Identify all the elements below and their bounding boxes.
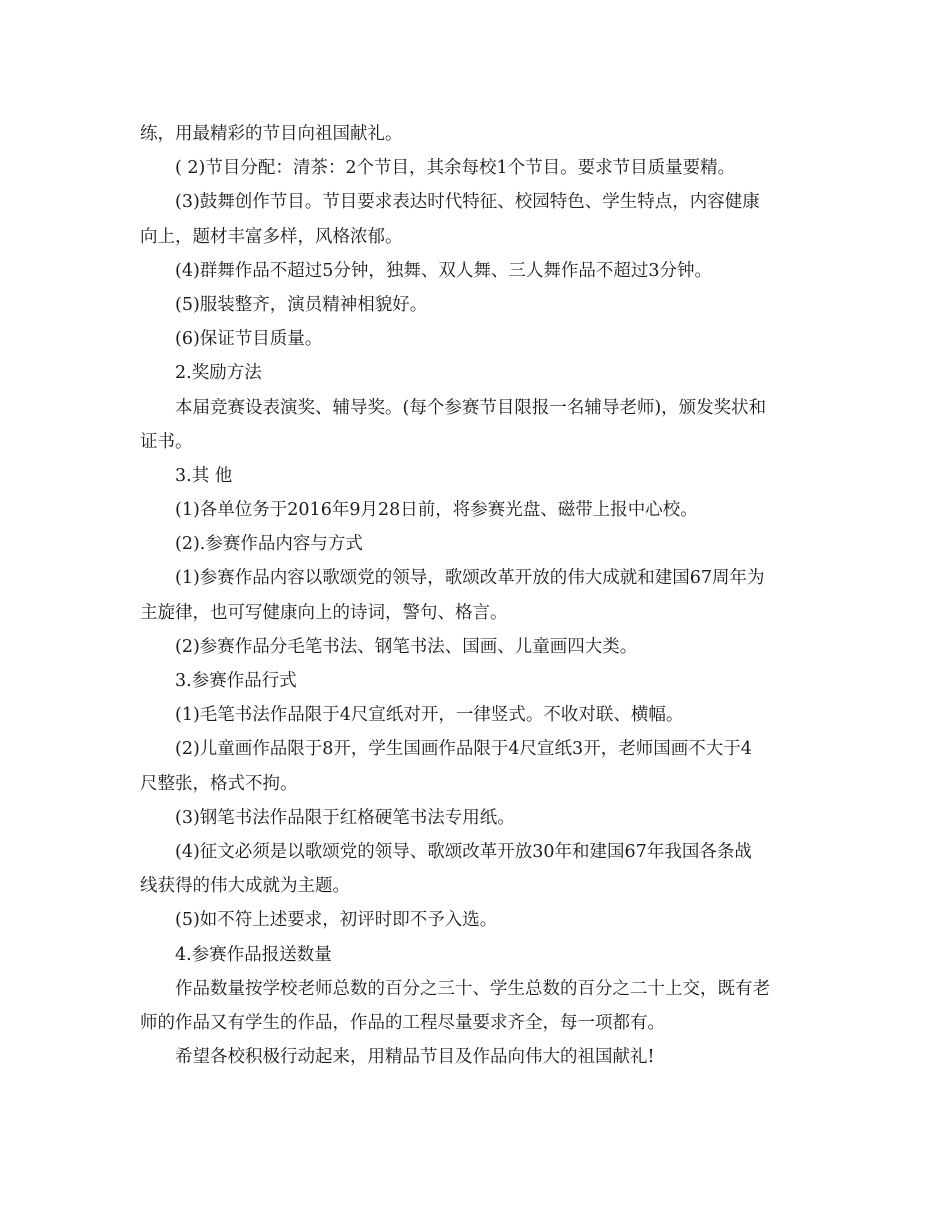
- paragraph-line: (1)毛笔书法作品限于4尺宣纸对开，一律竖式。不收对联、横幅。: [175, 705, 684, 726]
- paragraph-line: 4.参赛作品报送数量: [175, 944, 332, 965]
- paragraph-line: 尺整张，格式不拘。: [140, 773, 298, 794]
- paragraph-line: (2)参赛作品分毛笔书法、钢笔书法、国画、儿童画四大类。: [175, 636, 638, 657]
- paragraph-line: 3.参赛作品行式: [175, 671, 297, 691]
- paragraph-line: (5)如不符上述要求，初评时即不予入选。: [175, 910, 498, 931]
- paragraph-line: (3)鼓舞创作节目。节目要求表达时代特征、校园特色、学生特点，内容健康: [175, 192, 760, 213]
- document-body: [140, 117, 812, 1074]
- paragraph-line: 2.奖励方法: [175, 363, 262, 384]
- paragraph-line: 本届竞赛设表演奖、辅导奖。(每个参赛节目限报一名辅导老师)，颁发奖状和: [175, 397, 767, 418]
- paragraph-line: (3)钢笔书法作品限于红格硬笔书法专用纸。: [175, 807, 515, 828]
- paragraph-line: 师的作品又有学生的作品，作品的工程尽量要求齐全，每一项都有。: [140, 1012, 665, 1033]
- paragraph-line: 作品数量按学校老师总数的百分之三十、学生总数的百分之二十上交，既有老: [175, 978, 770, 999]
- paragraph-line: 练，用最精彩的节目向祖国献礼。: [140, 124, 403, 144]
- paragraph-line: 证书。: [140, 431, 193, 452]
- paragraph-line: ( 2)节目分配：清茶：2个节目，其余每校1个节目。要求节目质量要精。: [175, 158, 736, 179]
- paragraph-line: 线获得的伟大成就为主题。: [140, 876, 350, 897]
- paragraph-line: 希望各校积极行动起来，用精品节目及作品向伟大的祖国献礼!: [175, 1047, 655, 1068]
- paragraph-line: (1)参赛作品内容以歌颂党的领导，歌颂改革开放的伟大成就和建国67周年为: [175, 568, 765, 589]
- paragraph-line: 向上，题材丰富多样，风格浓郁。: [140, 226, 403, 247]
- paragraph-line: (1)各单位务于2016年9月28日前，将参赛光盘、磁带上报中心校。: [175, 500, 698, 521]
- paragraph-line: 主旋律，也可写健康向上的诗词，警句、格言。: [140, 602, 508, 623]
- paragraph-line: (2)儿童画作品限于8开，学生国画作品限于4尺宣纸3开，老师国画不大于4: [175, 739, 752, 760]
- paragraph-line: (6)保证节目质量。: [175, 329, 323, 350]
- paragraph-line: (4)征文必须是以歌颂党的领导、歌颂改革开放30年和建国67年我国各条战: [175, 841, 752, 862]
- paragraph-line: (4)群舞作品不超过5分钟，独舞、双人舞、三人舞作品不超过3分钟。: [175, 260, 713, 281]
- paragraph-line: 3.其 他: [175, 465, 233, 486]
- paragraph-line: (2).参赛作品内容与方式: [175, 534, 363, 555]
- paragraph-line: (5)服装整齐，演员精神相貌好。: [175, 294, 428, 315]
